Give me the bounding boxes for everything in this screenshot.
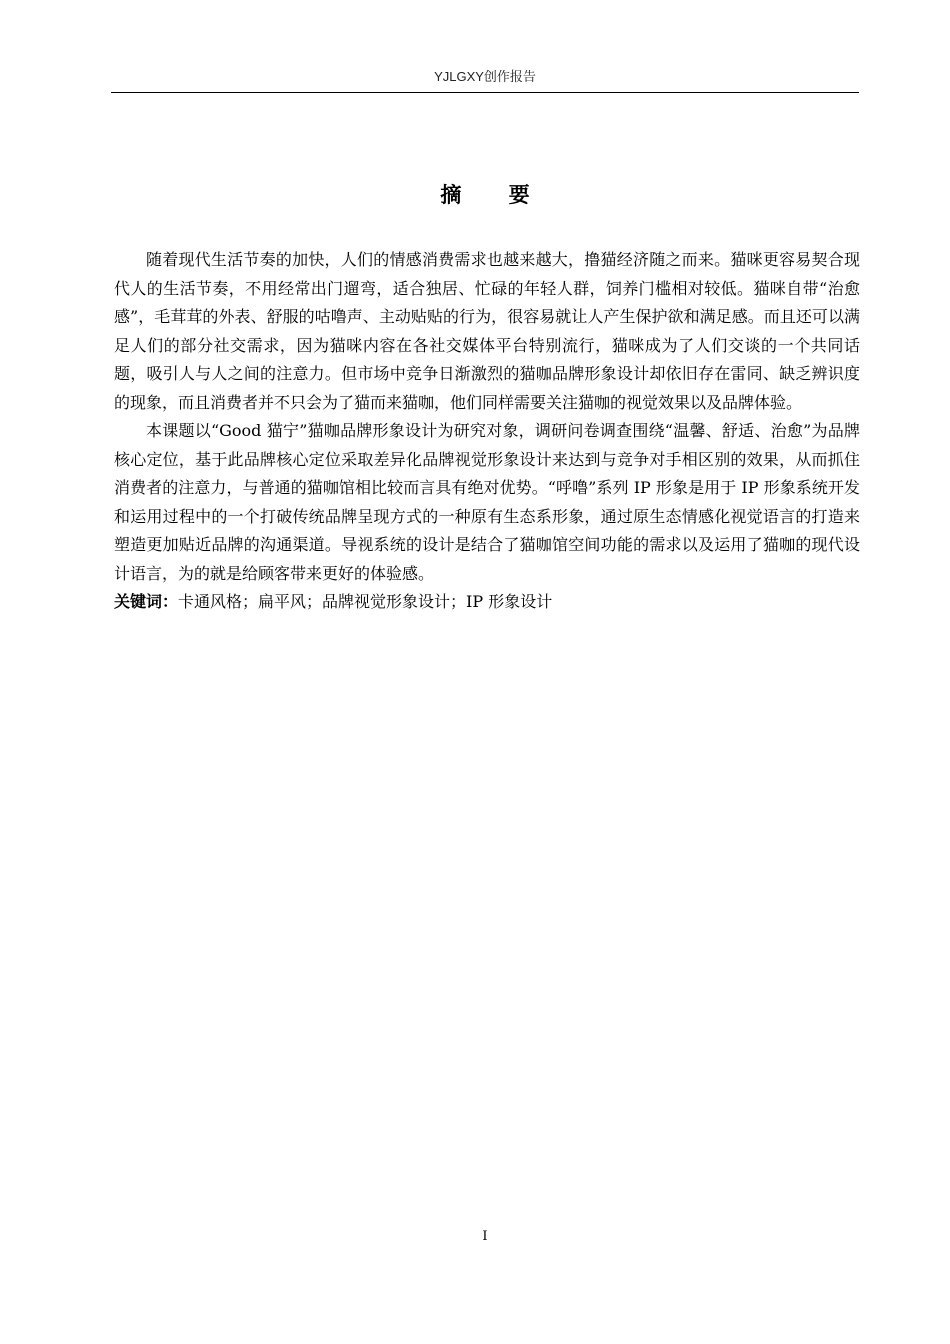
abstract-paragraph-1: 随着现代生活节奏的加快，人们的情感消费需求也越来越大，撸猫经济随之而来。猫咪更容易契合现代人的生活节奏，不用经常出门遛弯，适合独居、忙碌的年轻人群，饲养门槛相对较低。猫咪自带“治愈感”，毛茸茸的外表、舒服的咕噜声、主动贴贴的行为，很容易就让人产生保护欲和满足感。而且还可以满足人们的部分社交需求，因为猫咪内容在各社交媒体平台特别流行，猫咪成为了人们交谈的一个共同话题，吸引人与人之间的注意力。但市场中竞争日渐激烈的猫咖品牌形象设计却依旧存在雷同、缺乏辨识度的现象，而且消费者并不只会为了猫而来猫咖，他们同样需要关注猫咖的视觉效果以及品牌体验。 [114,250,860,412]
header-divider [111,92,859,93]
keywords-label: 关键词： [114,592,179,611]
page-number: I [482,1229,488,1244]
keywords-list: 卡通风格；扁平风；品牌视觉形象设计；IP 形象设计 [178,592,553,611]
abstract-paragraph-2: 本课题以“Good 猫宁”猫咖品牌形象设计为研究对象，调研问卷调查围绕“温馨、舒适、治愈”为品牌核心定位，基于此品牌核心定位采取差异化品牌视觉形象设计来达到与竞争对手相区别的效果，从而抓住消费者的注意力，与普通的猫咖馆相比较而言具有绝对优势。“呼噜”系列 IP 形象是用于 IP 形象系统开发和运用过程中的一个打破传统品牌呈现方式的一种原有生态系形象，通过原生态情感化视觉语言的打造来塑造更加贴近品牌的沟通渠道。导视系统的设计是结合了猫咖馆空间功能的需求以及运用了猫咖的现代设计语言，为的就是给顾客带来更好的体验感。 [114,421,860,583]
abstract-title: 摘 要 [440,183,550,207]
abstract-body [114,246,860,617]
keywords-line [114,588,860,617]
page-header: YJLGXY创作报告 [434,69,536,84]
